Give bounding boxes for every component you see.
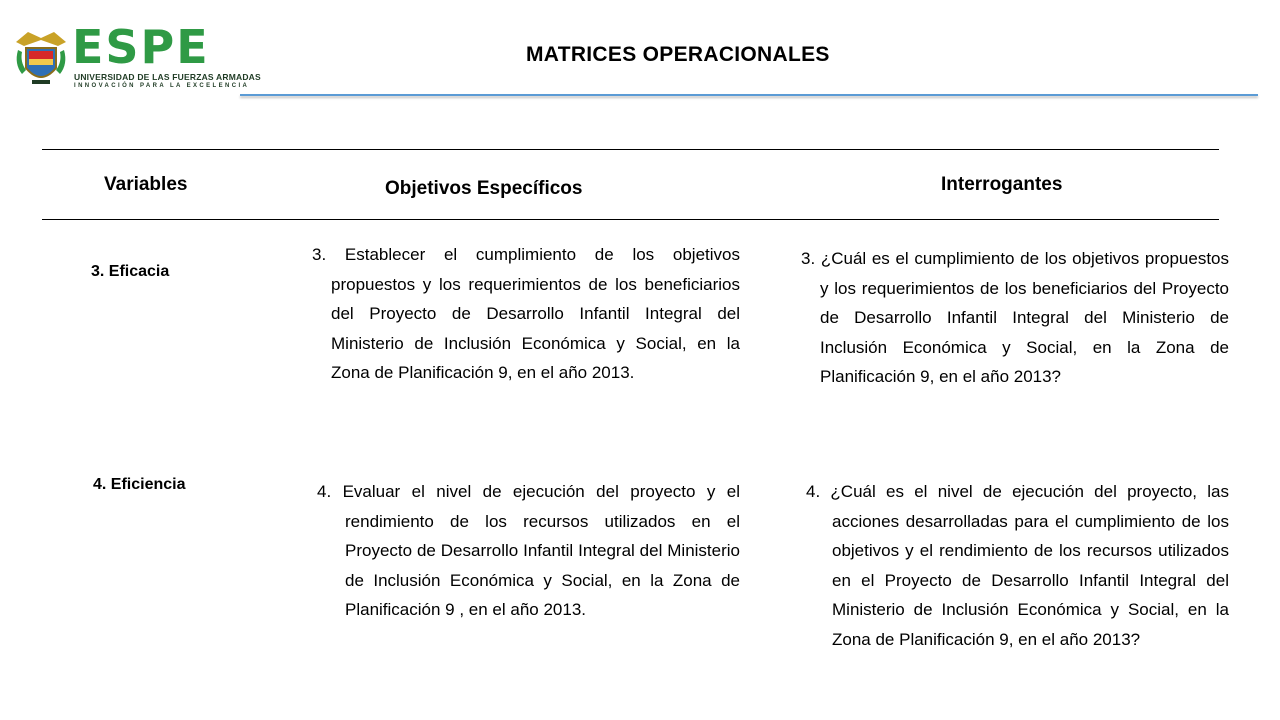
espe-logo [12,20,261,92]
variable-eficiencia: 4. Eficiencia [93,476,186,493]
objetivo-eficacia: 3. Establecer el cumplimiento de los objetivos propuestos y los requerimientos de los beneficiarios del Proyecto de Desarrollo Infantil Integral del Ministerio de Inclusión Económica y Social, en la Zona de Planificación 9, en el año 2013. [312,245,740,382]
title-divider [240,94,1258,96]
header-variables: Variables [104,174,188,195]
objetivo-eficiencia: 4. Evaluar el nivel de ejecución del proyecto y el rendimiento de los recursos utilizados en el Proyecto de Desarrollo Infantil Integral del Ministerio de Inclusión Económica y Social, en la Zona de Planificación 9 , en el año 2013. [317,482,740,619]
header-objetivos: Objetivos Específicos [385,178,583,199]
coat-of-arms-icon [12,28,70,92]
logo-subtitle: UNIVERSIDAD DE LAS FUERZAS ARMADAS [74,72,261,82]
header-interrogantes: Interrogantes [941,174,1063,195]
variable-eficacia: 3. Eficacia [91,263,170,280]
page-title: MATRICES OPERACIONALES [526,43,830,66]
logo-tagline: INNOVACIÓN PARA LA EXCELENCIA [74,83,250,89]
table-header-rule [42,219,1219,220]
interrogante-eficiencia: 4. ¿Cuál es el nivel de ejecución del proyecto, las acciones desarrolladas para el cumplimiento de los objetivos y el rendimiento de los recursos utilizados en el Proyecto de Desarrollo Infantil Integral del Ministerio de Inclusión Económica y Social, en la Zona de Planificación 9, en el año 2013? [806,482,1229,649]
table-top-rule [42,149,1219,150]
interrogante-eficacia: 3. ¿Cuál es el cumplimiento de los objetivos propuestos y los requerimientos de los beneficiarios del Proyecto de Desarrollo Infantil Integral del Ministerio de Inclusión Económica y Social, en la Zona de Planificación 9, en el año 2013? [801,249,1229,386]
logo-wordmark: ESPE [72,20,210,74]
